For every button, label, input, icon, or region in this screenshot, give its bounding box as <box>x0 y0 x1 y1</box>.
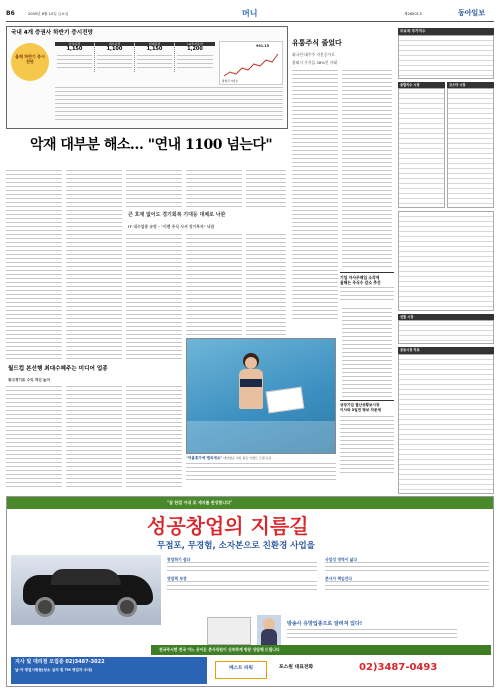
sub-headline: 큰 호재 없어도 경기회복 기대등 대체로 낙관 <box>128 212 226 218</box>
table-title: 선물 시장 <box>398 314 494 320</box>
broker-value: 1,150 <box>146 46 163 53</box>
futures-table <box>398 320 494 344</box>
broker-cell <box>135 42 175 72</box>
ad-headline: 성공창업의 지름길 <box>147 514 309 538</box>
article-column <box>126 170 182 210</box>
sidebar-title-2: 올해는 주식수 감소 추진 <box>340 280 381 286</box>
section-title: 머니 <box>242 9 258 18</box>
brand-logo <box>215 661 267 679</box>
index-table <box>398 35 494 79</box>
broker-name: 현대증권 <box>135 42 174 46</box>
broker-value: 1,200 <box>187 46 203 53</box>
swimsuit-top <box>240 379 262 387</box>
point-title: 창업하기 쉽다 <box>167 557 191 562</box>
product-image <box>207 617 251 645</box>
model-body <box>239 369 263 409</box>
graphic-notes <box>55 87 283 123</box>
kosdaq-table <box>447 88 494 208</box>
market-indicators-table <box>398 354 494 494</box>
right-subhead: 외국인·대주주 지분증가로 <box>292 52 335 57</box>
bottom-subhead: 광고경기로 수익 개선 늘어 <box>8 378 50 382</box>
startup-advertisement <box>6 496 494 687</box>
outlook-badge: 올해 하반기 증시 전망 <box>15 54 45 65</box>
newspaper-logo: 동아일보 <box>458 9 486 17</box>
ad-top-banner <box>7 497 494 509</box>
table-title: 코스닥 시장 <box>447 82 494 88</box>
recruit-line: 지사 및 대리점 모집중 02)3487-3022 <box>15 659 105 665</box>
point-title: 본사가 책임진다 <box>325 576 352 582</box>
bottom-headline: 월드컵 본선행 최대수혜주는 미디어 업종 <box>8 366 108 372</box>
right-headline: 유통주식 줄었다 <box>292 38 342 47</box>
sidebar-title-2: 이사와 3일전 방보 자문세 <box>340 407 381 412</box>
index-chart <box>219 41 283 85</box>
article-column <box>246 170 286 210</box>
sidebar-box <box>340 272 394 304</box>
index-value: 991.15 <box>256 44 270 48</box>
article-column <box>66 170 122 360</box>
publish-date: 2005년 6월 10일 금요일 <box>28 12 69 16</box>
index-label: 종합주가지수 <box>222 79 239 83</box>
person-photo <box>257 615 281 645</box>
sidebar-title: 상장기업 결산상황보시장 <box>340 403 380 407</box>
market-tables <box>398 28 494 514</box>
ad-subline: 무점포, 무경험, 소자본으로 친환경 사업을 <box>157 541 315 551</box>
graphic-headline: 국내 4개 증권사 하반기 증시전망 <box>11 30 93 36</box>
main-headline: 악재 대부분 해소… "연내 1100 넘는다" <box>30 137 273 153</box>
stock-listing <box>398 211 494 311</box>
broker-name: 삼성증권 <box>55 42 94 46</box>
point-title: 사업성 영역이 넓다 <box>325 557 357 562</box>
recruit-box <box>11 657 207 684</box>
sidebar-title: 기업 자사주매입 소각에 <box>340 275 380 280</box>
table-title: 공동시장 지표 <box>398 347 494 353</box>
caption-title: "여름휴가에 맵치세요" <box>186 456 223 460</box>
right-article-column <box>342 70 392 270</box>
bottom-article-column <box>126 386 182 490</box>
caption-text: 대한항공 여름 항공 이벤트 모델 등장 <box>223 456 272 460</box>
promo-card <box>266 387 305 414</box>
car-roof <box>51 569 121 585</box>
broker-cell <box>175 42 215 72</box>
broker-value: 1,150 <box>66 46 83 53</box>
broker-name: 대우증권 <box>95 42 134 46</box>
ad-top-line: "꿈 한컵 이내 로 세지를 완성합니다" <box>167 500 233 505</box>
car-photo <box>11 555 161 625</box>
right-article-column <box>342 308 392 398</box>
brand-contact: 포스원 대표전화 <box>279 665 314 670</box>
table-title: 종합지수 시장 <box>398 82 445 88</box>
outlook-graphic <box>6 26 288 129</box>
kospi-table <box>398 88 445 208</box>
bottom-article-column <box>66 386 122 490</box>
photo-caption <box>186 456 336 490</box>
broker-forecasts <box>55 42 215 78</box>
swimsuit-photo <box>186 338 336 454</box>
brand-name: 베스트 파워 <box>229 666 253 671</box>
sub-headline-2: IT·내수업종 유망 - "이젠 주식 사서 장기투자" 낙관 <box>128 224 215 229</box>
broker-name: LG투자증권 <box>175 42 215 46</box>
article-column <box>186 170 242 210</box>
point-title: 영업력 보장 <box>167 576 187 582</box>
pool-water <box>187 421 336 454</box>
page-header <box>6 8 494 22</box>
right-article-column <box>292 70 338 320</box>
table-title: 주요국 주가지수 <box>398 28 494 35</box>
article-column <box>126 234 182 360</box>
bottom-article-column <box>6 386 62 490</box>
ad-bottom-line: 전국주시면 전국 어느 곳이든 본사직원이 신속하게 방문 상담해 드립니다 <box>159 647 280 652</box>
page-number: B6 <box>6 10 15 17</box>
phone-number: 02)3487-0493 <box>359 662 438 673</box>
broker-cell <box>95 42 135 72</box>
right-subhead-2: 장외시 주식들 38%인 거래 <box>292 60 338 65</box>
sidebar-box-2 <box>340 400 394 480</box>
article-column <box>6 170 62 360</box>
recruit-line-2: 날·아 영업시방문(상소 심의 및 TM 영업자 우대) <box>15 667 93 672</box>
model-face <box>245 357 257 369</box>
selling-points-right <box>325 557 489 613</box>
ad-slogan: 방송사 유망업종으로 알려져 있다! <box>287 621 363 627</box>
edition-number: 제26001호 <box>404 12 423 16</box>
selling-points-left <box>167 557 317 613</box>
car-wheel <box>35 597 55 617</box>
index-line <box>224 54 278 76</box>
broker-cell <box>55 42 95 72</box>
broker-value: 1,100 <box>106 46 123 53</box>
car-wheel <box>117 597 137 617</box>
